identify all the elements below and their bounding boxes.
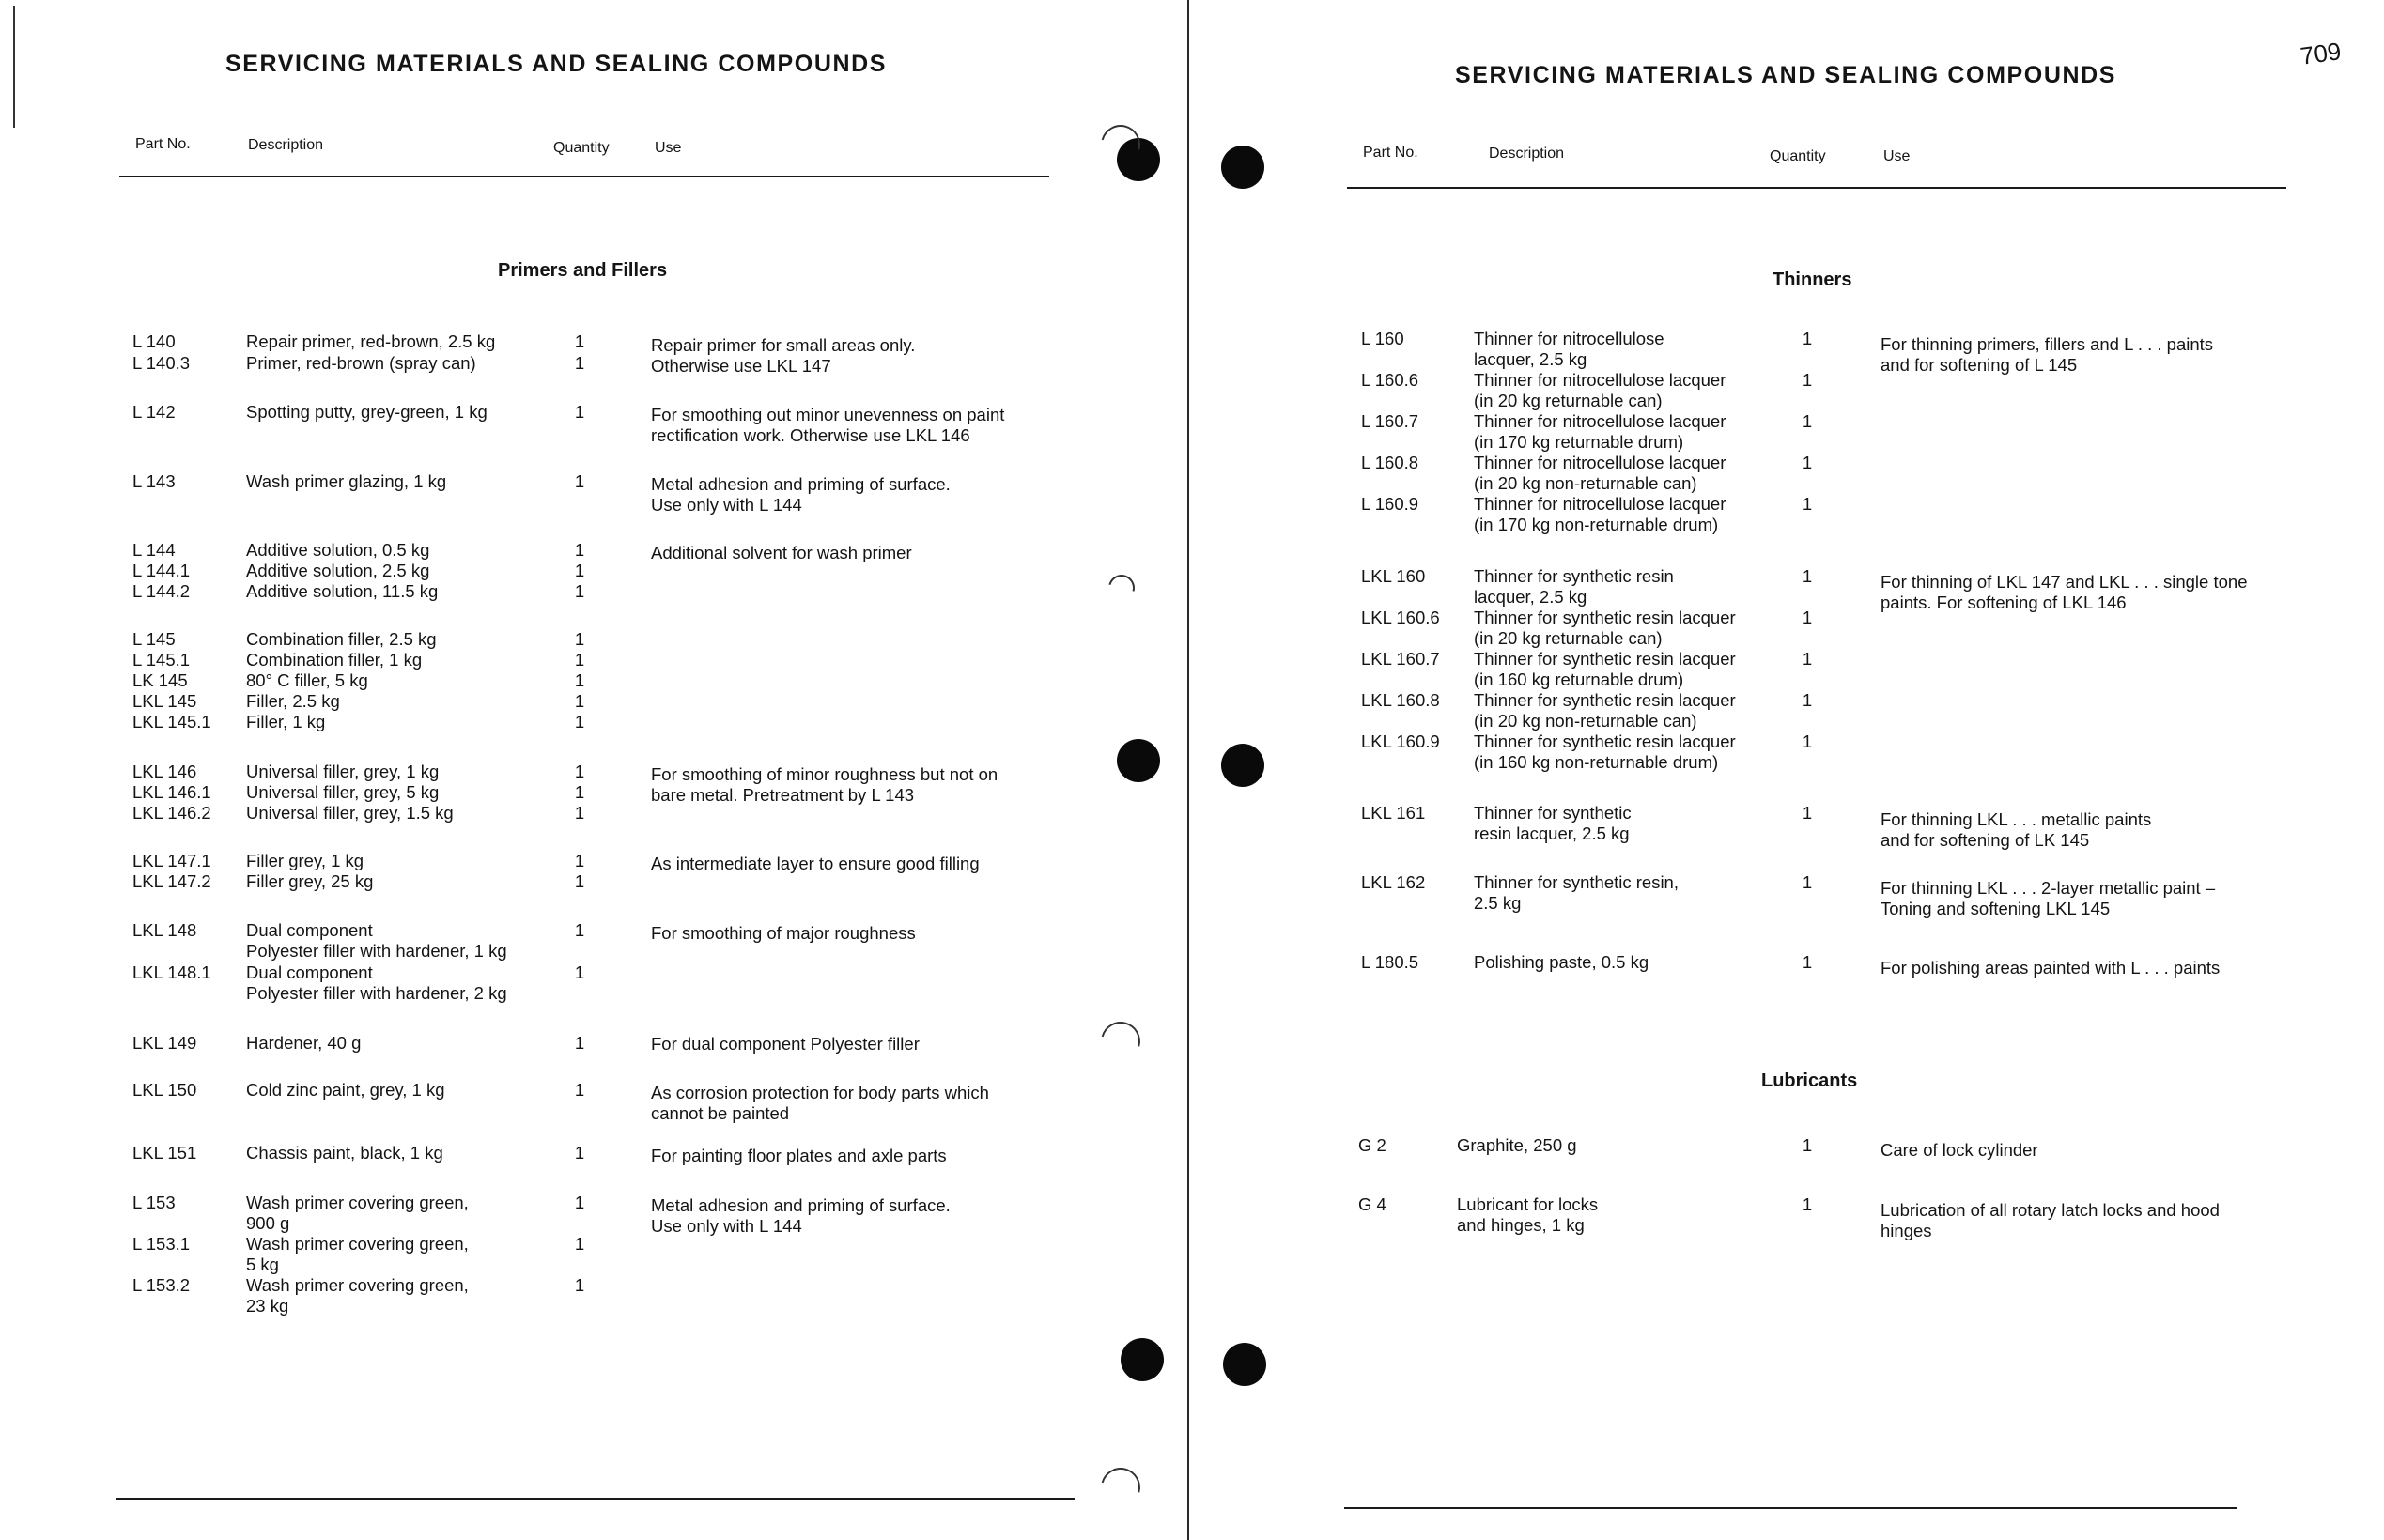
- part-number: LKL 146: [132, 762, 197, 781]
- part-description: Repair primer, red-brown, 2.5 kg: [246, 331, 496, 351]
- part-quantity: 1: [1802, 329, 1813, 348]
- part-quantity: 1: [574, 1193, 585, 1212]
- footer-rule: [116, 1498, 1075, 1500]
- part-description: Thinner for nitrocellulose lacquer (in 20 kg non-returnable can): [1474, 453, 1726, 493]
- part-number: LKL 160.6: [1361, 608, 1440, 627]
- part-number: L 160.7: [1361, 411, 1419, 431]
- part-quantity: 1: [574, 691, 585, 711]
- binder-hole: [1117, 739, 1160, 782]
- part-quantity: 1: [574, 540, 585, 560]
- part-quantity: 1: [574, 471, 585, 491]
- part-quantity: 1: [574, 920, 585, 940]
- part-number: L 145: [132, 629, 176, 649]
- right-page: [1189, 0, 2384, 1540]
- binder-ring-mark: [1093, 1014, 1147, 1068]
- part-number: L 153.2: [132, 1275, 191, 1295]
- binder-hole: [1221, 146, 1264, 189]
- part-quantity: 1: [574, 782, 585, 802]
- part-quantity: 1: [574, 581, 585, 601]
- page-number: 709: [2299, 37, 2344, 70]
- part-description: Filler, 2.5 kg: [246, 691, 340, 711]
- part-use: Metal adhesion and priming of surface. Use only with L 144: [651, 474, 951, 515]
- part-description: Universal filler, grey, 5 kg: [246, 782, 440, 802]
- part-number: LKL 145.1: [132, 712, 211, 732]
- part-number: LKL 160.8: [1361, 690, 1440, 710]
- part-number: L 160: [1361, 329, 1404, 348]
- part-quantity: 1: [574, 353, 585, 373]
- part-quantity: 1: [1802, 608, 1813, 627]
- part-quantity: 1: [1802, 872, 1813, 892]
- part-description: Chassis paint, black, 1 kg: [246, 1143, 443, 1163]
- part-use: For thinning LKL . . . metallic paints and for softening of LK 145: [1881, 809, 2152, 850]
- part-use: As intermediate layer to ensure good filling: [651, 854, 980, 873]
- header-description: Description: [248, 137, 324, 153]
- part-use: For polishing areas painted with L . . . paints: [1881, 958, 2221, 978]
- part-quantity: 1: [1802, 494, 1813, 514]
- part-quantity: 1: [574, 629, 585, 649]
- part-number: L 160.8: [1361, 453, 1419, 472]
- header-part-no: Part No.: [135, 136, 191, 152]
- part-quantity: 1: [574, 670, 585, 690]
- part-quantity: 1: [1802, 732, 1813, 751]
- part-description: Thinner for synthetic resin, 2.5 kg: [1474, 872, 1679, 913]
- part-quantity: 1: [574, 1033, 585, 1053]
- section-heading: Lubricants: [1761, 1070, 1858, 1091]
- header-quantity: Quantity: [553, 140, 610, 156]
- header-description: Description: [1489, 146, 1565, 162]
- part-quantity: 1: [1802, 803, 1813, 823]
- part-description: Thinner for nitrocellulose lacquer (in 170 kg returnable drum): [1474, 411, 1726, 452]
- part-quantity: 1: [574, 762, 585, 781]
- header-rule: [1347, 187, 2286, 189]
- part-description: Thinner for nitrocellulose lacquer (in 170 kg non-returnable drum): [1474, 494, 1726, 534]
- part-quantity: 1: [574, 712, 585, 732]
- part-quantity: 1: [574, 402, 585, 422]
- part-description: Wash primer covering green, 5 kg: [246, 1234, 469, 1274]
- part-number: L 144: [132, 540, 176, 560]
- part-quantity: 1: [1802, 566, 1813, 586]
- part-number: LKL 149: [132, 1033, 197, 1053]
- part-use: For smoothing out minor unevenness on paint rectification work. Otherwise use LKL 146: [651, 405, 1005, 445]
- part-number: L 153.1: [132, 1234, 191, 1254]
- part-description: Additive solution, 0.5 kg: [246, 540, 430, 560]
- part-number: LKL 146.2: [132, 803, 211, 823]
- part-number: L 153: [132, 1193, 176, 1212]
- part-use: For thinning LKL . . . 2-layer metallic paint – Toning and softening LKL 145: [1881, 878, 2216, 918]
- part-number: LKL 160: [1361, 566, 1426, 586]
- part-number: LKL 160.7: [1361, 649, 1440, 669]
- binder-hole: [1121, 1338, 1164, 1381]
- part-description: Graphite, 250 g: [1457, 1135, 1577, 1155]
- part-quantity: 1: [1802, 952, 1813, 972]
- part-quantity: 1: [1802, 690, 1813, 710]
- page-title: SERVICING MATERIALS AND SEALING COMPOUNDS: [225, 51, 888, 77]
- part-number: L 144.1: [132, 561, 191, 580]
- part-description: Thinner for synthetic resin lacquer (in 160 kg non-returnable drum): [1474, 732, 1736, 772]
- part-quantity: 1: [1802, 649, 1813, 669]
- part-number: LKL 147.2: [132, 871, 211, 891]
- section-heading: Primers and Fillers: [498, 260, 668, 281]
- part-number: L 142: [132, 402, 176, 422]
- part-description: Thinner for synthetic resin lacquer (in 20 kg non-returnable can): [1474, 690, 1736, 731]
- part-description: Filler, 1 kg: [246, 712, 326, 732]
- part-quantity: 1: [1802, 370, 1813, 390]
- part-number: L 143: [132, 471, 176, 491]
- part-use: Care of lock cylinder: [1881, 1140, 2038, 1160]
- part-number: LKL 146.1: [132, 782, 211, 802]
- part-quantity: 1: [1802, 1135, 1813, 1155]
- header-use: Use: [1883, 148, 1911, 164]
- part-number: L 160.9: [1361, 494, 1419, 514]
- part-description: Thinner for nitrocellulose lacquer, 2.5 kg: [1474, 329, 1664, 369]
- part-description: Thinner for synthetic resin lacquer, 2.5 kg: [1474, 803, 1632, 843]
- part-quantity: 1: [574, 803, 585, 823]
- part-use: Additional solvent for wash primer: [651, 543, 912, 562]
- part-description: Lubricant for locks and hinges, 1 kg: [1457, 1194, 1599, 1235]
- part-description: Polishing paste, 0.5 kg: [1474, 952, 1649, 972]
- part-number: L 144.2: [132, 581, 191, 601]
- part-description: Wash primer covering green, 900 g: [246, 1193, 469, 1233]
- part-quantity: 1: [1802, 453, 1813, 472]
- part-description: Dual component Polyester filler with hardener, 2 kg: [246, 962, 507, 1003]
- binder-ring-mark: [1093, 1460, 1147, 1514]
- part-use: Lubrication of all rotary latch locks and hood hinges: [1881, 1200, 2220, 1240]
- part-quantity: 1: [574, 1275, 585, 1295]
- part-description: Wash primer glazing, 1 kg: [246, 471, 447, 491]
- header-part-no: Part No.: [1363, 145, 1418, 161]
- part-number: LKL 150: [132, 1080, 197, 1100]
- part-quantity: 1: [1802, 411, 1813, 431]
- header-rule: [119, 176, 1049, 177]
- part-number: G 4: [1358, 1194, 1386, 1214]
- part-quantity: 1: [1802, 1194, 1813, 1214]
- part-quantity: 1: [574, 851, 585, 870]
- part-number: LKL 162: [1361, 872, 1426, 892]
- part-quantity: 1: [574, 962, 585, 982]
- part-description: Primer, red-brown (spray can): [246, 353, 476, 373]
- part-number: L 180.5: [1361, 952, 1419, 972]
- part-description: Additive solution, 11.5 kg: [246, 581, 439, 601]
- part-number: LKL 151: [132, 1143, 197, 1163]
- part-quantity: 1: [574, 1143, 585, 1163]
- left-page: [0, 0, 1189, 1540]
- footer-rule: [1344, 1507, 2237, 1509]
- part-description: Spotting putty, grey-green, 1 kg: [246, 402, 488, 422]
- part-use: For painting floor plates and axle parts: [651, 1146, 947, 1165]
- part-description: Thinner for nitrocellulose lacquer (in 20 kg returnable can): [1474, 370, 1726, 410]
- part-use: For smoothing of minor roughness but not on bare metal. Pretreatment by L 143: [651, 764, 998, 805]
- part-number: LKL 148.1: [132, 962, 211, 982]
- part-quantity: 1: [574, 561, 585, 580]
- page-title: SERVICING MATERIALS AND SEALING COMPOUNDS: [1455, 62, 2117, 88]
- part-number: LK 145: [132, 670, 188, 690]
- part-description: 80° C filler, 5 kg: [246, 670, 368, 690]
- part-description: Thinner for synthetic resin lacquer (in 20 kg returnable can): [1474, 608, 1736, 648]
- part-quantity: 1: [574, 871, 585, 891]
- part-quantity: 1: [574, 331, 585, 351]
- part-description: Combination filler, 1 kg: [246, 650, 423, 670]
- part-number: L 145.1: [132, 650, 191, 670]
- part-description: Cold zinc paint, grey, 1 kg: [246, 1080, 445, 1100]
- part-use: As corrosion protection for body parts which cannot be painted: [651, 1083, 989, 1123]
- header-use: Use: [655, 140, 682, 156]
- header-quantity: Quantity: [1770, 148, 1826, 164]
- part-description: Filler grey, 25 kg: [246, 871, 374, 891]
- part-quantity: 1: [574, 1080, 585, 1100]
- part-number: LKL 161: [1361, 803, 1426, 823]
- part-use: Metal adhesion and priming of surface. Use only with L 144: [651, 1195, 951, 1236]
- part-description: Dual component Polyester filler with hardener, 1 kg: [246, 920, 507, 961]
- part-description: Filler grey, 1 kg: [246, 851, 364, 870]
- part-description: Hardener, 40 g: [246, 1033, 362, 1053]
- part-use: For smoothing of major roughness: [651, 923, 916, 943]
- part-use: For thinning of LKL 147 and LKL . . . single tone paints. For softening of LKL 146: [1881, 572, 2248, 612]
- binder-hole: [1223, 1343, 1266, 1386]
- part-number: L 140.3: [132, 353, 191, 373]
- part-use: Repair primer for small areas only. Otherwise use LKL 147: [651, 335, 916, 376]
- binder-ring-mark: [1104, 570, 1139, 606]
- part-number: LKL 160.9: [1361, 732, 1440, 751]
- part-description: Thinner for synthetic resin lacquer, 2.5 kg: [1474, 566, 1674, 607]
- part-description: Universal filler, grey, 1 kg: [246, 762, 440, 781]
- part-quantity: 1: [574, 1234, 585, 1254]
- part-number: G 2: [1358, 1135, 1386, 1155]
- section-heading: Thinners: [1773, 270, 1852, 290]
- part-description: Combination filler, 2.5 kg: [246, 629, 437, 649]
- binder-hole: [1221, 744, 1264, 787]
- part-use: For dual component Polyester filler: [651, 1034, 920, 1054]
- part-number: LKL 145: [132, 691, 197, 711]
- part-description: Wash primer covering green, 23 kg: [246, 1275, 469, 1316]
- part-description: Thinner for synthetic resin lacquer (in 160 kg returnable drum): [1474, 649, 1736, 689]
- part-number: LKL 148: [132, 920, 197, 940]
- part-quantity: 1: [574, 650, 585, 670]
- part-use: For thinning primers, fillers and L . . . paints and for softening of L 145: [1881, 334, 2214, 375]
- part-description: Universal filler, grey, 1.5 kg: [246, 803, 454, 823]
- part-description: Additive solution, 2.5 kg: [246, 561, 430, 580]
- part-number: L 160.6: [1361, 370, 1419, 390]
- part-number: L 140: [132, 331, 176, 351]
- part-number: LKL 147.1: [132, 851, 211, 870]
